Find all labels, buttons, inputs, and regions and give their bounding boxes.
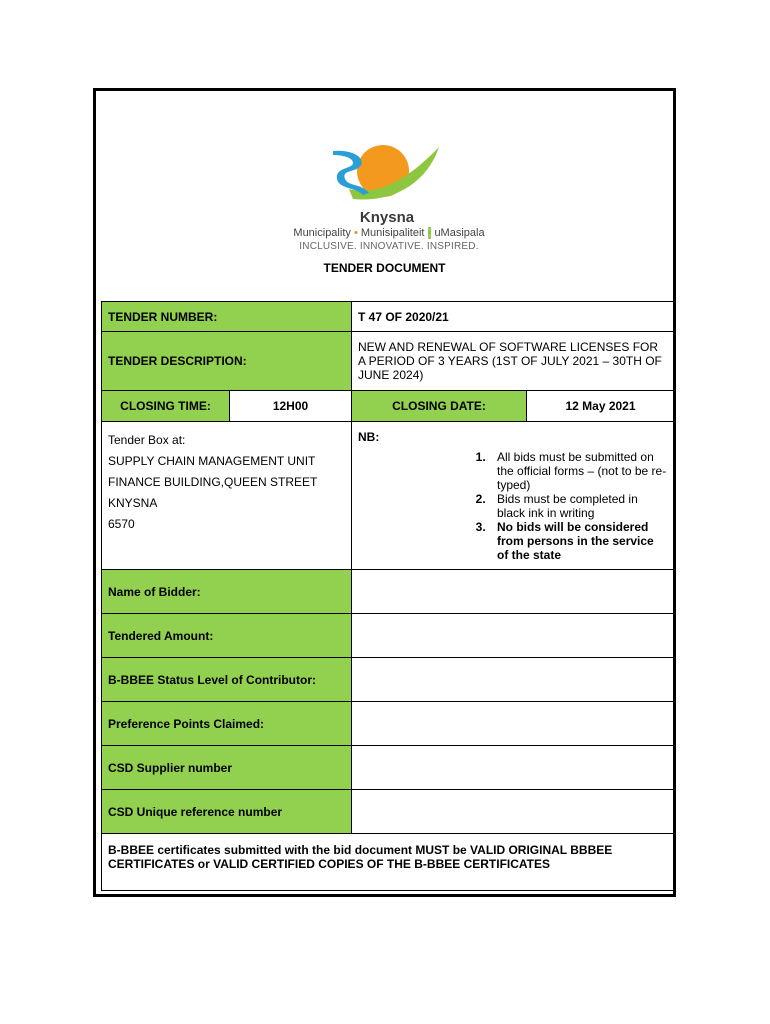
nb-notes: [352, 422, 675, 570]
tender-number-row: [102, 302, 675, 332]
bidder-field-row: [102, 658, 675, 702]
nb-item: 2. Bids must be completed in black ink in writing: [489, 492, 668, 520]
bidder-field-row: [102, 790, 675, 834]
knysna-emblem-icon: [331, 143, 443, 205]
bbbee-level-label: B-BBEE Status Level of Contributor:: [102, 658, 352, 702]
address-line: 6570: [108, 517, 135, 531]
document-title: TENDER DOCUMENT: [323, 261, 446, 275]
csd-supplier-number-label: CSD Supplier number: [102, 746, 352, 790]
bidder-field-row: [102, 614, 675, 658]
tendered-amount-field[interactable]: [352, 614, 675, 658]
bidder-field-row: [102, 570, 675, 614]
csd-unique-reference-field[interactable]: [352, 790, 675, 834]
tender-description-label: TENDER DESCRIPTION:: [102, 332, 352, 391]
tender-document-frame: [93, 88, 676, 897]
logo-name: Knysna: [359, 209, 415, 226]
logo-separator: •: [427, 227, 432, 239]
closing-time-value: 12H00: [230, 391, 352, 422]
nb-list: [358, 450, 668, 562]
address-line: Tender Box at:: [108, 433, 186, 447]
logo-subtitle-munisipaliteit: Munisipaliteit: [360, 227, 425, 239]
csd-supplier-number-field[interactable]: [352, 746, 675, 790]
closing-time-label: CLOSING TIME:: [102, 391, 230, 422]
preference-points-label: Preference Points Claimed:: [102, 702, 352, 746]
tender-box-address: [102, 422, 352, 570]
nb-item: 3. No bids will be considered from persons in the service of the state: [489, 520, 668, 562]
closing-row: [102, 391, 675, 422]
logo-tagline: INCLUSIVE. INNOVATIVE. INSPIRED.: [299, 241, 479, 252]
logo-subtitle: [269, 227, 509, 239]
bbbee-certificate-note: B-BBEE certificates submitted with the bid document MUST be VALID ORIGINAL BBBEE CERTIFICATES or VALID CERTIFIED COPIES OF THE B-BBEE CERTIFICATES: [102, 834, 675, 891]
bidder-name-field[interactable]: [352, 570, 675, 614]
address-line: KNYSNA: [108, 496, 158, 510]
csd-unique-reference-label: CSD Unique reference number: [102, 790, 352, 834]
tender-table: [101, 301, 675, 891]
knysna-logo: [269, 143, 509, 253]
logo-subtitle-municipality: Municipality: [293, 227, 351, 239]
tender-description-value: NEW AND RENEWAL OF SOFTWARE LICENSES FOR A PERIOD OF 3 YEARS (1ST OF JULY 2021 – 30TH OF JUNE 2024): [352, 332, 675, 391]
bidder-field-row: [102, 702, 675, 746]
nb-item: 1. All bids must be submitted on the official forms – (not to be re-typed): [489, 450, 668, 492]
closing-date-value: 12 May 2021: [527, 391, 675, 422]
tendered-amount-label: Tendered Amount:: [102, 614, 352, 658]
closing-date-label: CLOSING DATE:: [352, 391, 527, 422]
preference-points-field[interactable]: [352, 702, 675, 746]
nb-label: NB:: [358, 430, 380, 444]
bidder-field-row: [102, 746, 675, 790]
address-nb-row: [102, 422, 675, 570]
logo-subtitle-umasipala: uMasipala: [434, 227, 485, 239]
tender-number-value: T 47 OF 2020/21: [352, 302, 675, 332]
footer-row: [102, 834, 675, 891]
logo-separator: •: [353, 227, 358, 239]
address-line: SUPPLY CHAIN MANAGEMENT UNIT: [108, 454, 316, 468]
tender-number-label: TENDER NUMBER:: [102, 302, 352, 332]
address-line: FINANCE BUILDING,QUEEN STREET: [108, 475, 318, 489]
tender-description-row: [102, 332, 675, 391]
bidder-name-label: Name of Bidder:: [102, 570, 352, 614]
bbbee-level-field[interactable]: [352, 658, 675, 702]
